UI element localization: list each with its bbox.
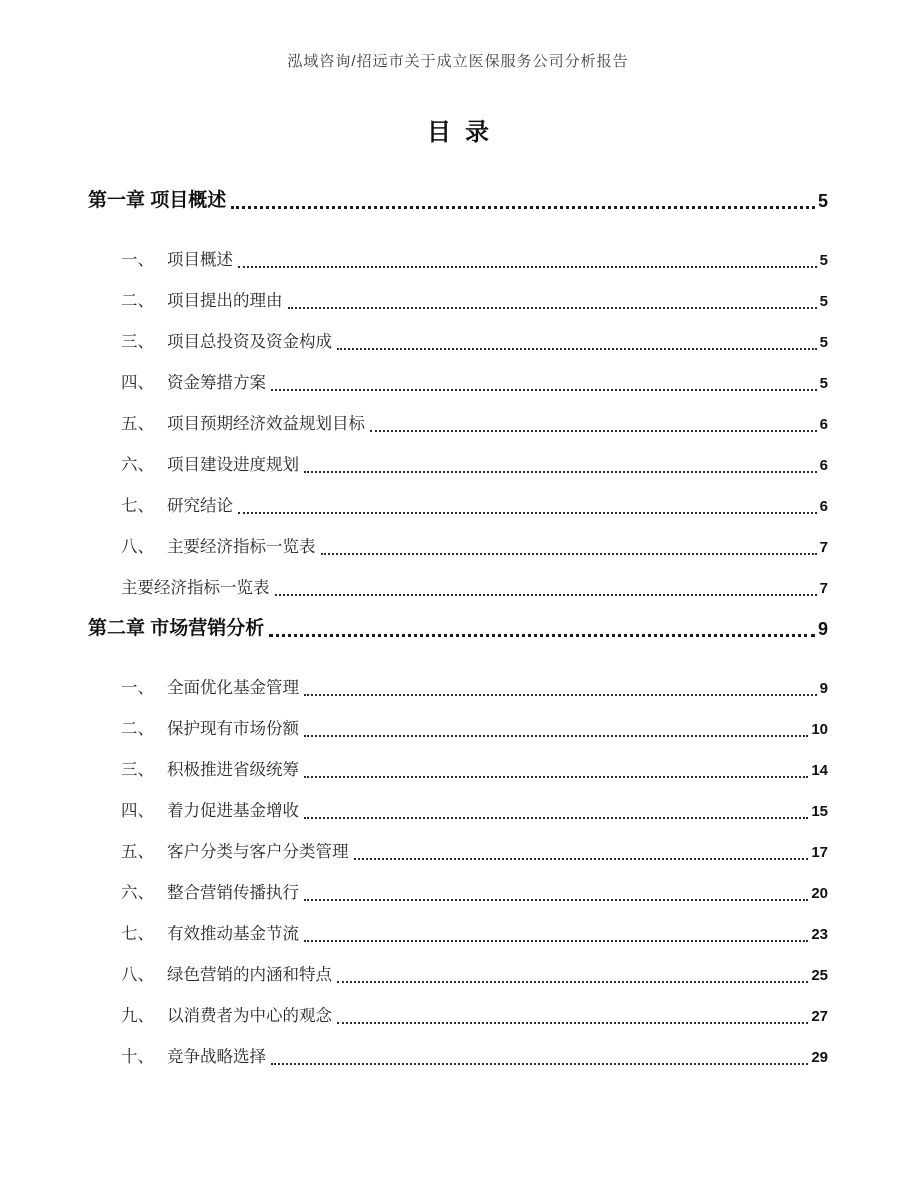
toc-entry-row[interactable] <box>121 1046 828 1069</box>
entry-number: 五、 <box>121 415 154 433</box>
entry-title: 主要经济指标一览表 <box>121 579 270 597</box>
toc-entry-row[interactable] <box>121 759 828 782</box>
entry-page-number: 23 <box>811 926 828 943</box>
toc-entry-row[interactable] <box>121 536 828 559</box>
dot-leader <box>337 981 808 983</box>
chapter-title: 第一章 项目概述 <box>88 190 227 211</box>
dot-leader <box>304 899 808 901</box>
entry-title: 以消费者为中心的观念 <box>167 1007 332 1025</box>
entry-number: 六、 <box>121 884 154 902</box>
entry-title: 项目总投资及资金构成 <box>167 333 332 351</box>
entry-page-number: 7 <box>819 580 828 597</box>
toc-entry-row[interactable] <box>121 577 828 600</box>
entry-number: 三、 <box>121 333 154 351</box>
toc-entry-row[interactable] <box>121 249 828 272</box>
dot-leader <box>337 1022 808 1024</box>
dot-leader <box>238 512 817 514</box>
chapter-heading-row[interactable] <box>88 616 828 641</box>
entry-page-number: 25 <box>811 967 828 984</box>
toc-chapter <box>88 616 828 1069</box>
entry-number: 七、 <box>121 925 154 943</box>
entry-page-number: 6 <box>819 457 828 474</box>
entry-title: 有效推动基金节流 <box>167 925 299 943</box>
entry-number: 一、 <box>121 251 154 269</box>
entry-number: 四、 <box>121 374 154 392</box>
entry-title: 积极推进省级统筹 <box>167 761 299 779</box>
entry-page-number: 5 <box>819 252 828 269</box>
dot-leader <box>354 858 809 860</box>
chapter-page-number: 9 <box>817 619 828 639</box>
dot-leader <box>304 471 817 473</box>
entry-number: 八、 <box>121 538 154 556</box>
entry-page-number: 27 <box>811 1008 828 1025</box>
entry-title: 项目概述 <box>167 251 233 269</box>
toc-entry-row[interactable] <box>121 290 828 313</box>
entry-title: 资金筹措方案 <box>167 374 266 392</box>
dot-leader <box>231 206 815 209</box>
toc-entry-row[interactable] <box>121 841 828 864</box>
dot-leader <box>238 266 817 268</box>
entry-page-number: 9 <box>819 680 828 697</box>
dot-leader <box>288 307 817 309</box>
toc-chapter <box>88 188 828 600</box>
entry-number: 九、 <box>121 1007 154 1025</box>
dot-leader <box>269 634 815 637</box>
dot-leader <box>304 735 808 737</box>
toc-entry-row[interactable] <box>121 718 828 741</box>
chapter-heading-row[interactable] <box>88 188 828 213</box>
toc-entry-row[interactable] <box>121 331 828 354</box>
dot-leader <box>321 553 817 555</box>
entry-number: 五、 <box>121 843 154 861</box>
toc-entry-row[interactable] <box>121 413 828 436</box>
toc-entry-row[interactable] <box>121 677 828 700</box>
entry-title: 全面优化基金管理 <box>167 679 299 697</box>
entry-number: 六、 <box>121 456 154 474</box>
entry-title: 项目预期经济效益规划目标 <box>167 415 365 433</box>
toc-entry-row[interactable] <box>121 882 828 905</box>
entry-title: 客户分类与客户分类管理 <box>167 843 349 861</box>
dot-leader <box>304 694 817 696</box>
entry-title: 保护现有市场份额 <box>167 720 299 738</box>
dot-leader <box>271 1063 808 1065</box>
entry-title: 项目建设进度规划 <box>167 456 299 474</box>
dot-leader <box>304 776 808 778</box>
entry-title: 整合营销传播执行 <box>167 884 299 902</box>
entry-number: 三、 <box>121 761 154 779</box>
dot-leader <box>370 430 817 432</box>
toc-entry-row[interactable] <box>121 800 828 823</box>
entry-page-number: 10 <box>811 721 828 738</box>
entry-page-number: 5 <box>819 293 828 310</box>
toc-entry-row[interactable] <box>121 372 828 395</box>
entry-number: 八、 <box>121 966 154 984</box>
entry-number: 一、 <box>121 679 154 697</box>
entry-title: 研究结论 <box>167 497 233 515</box>
entry-page-number: 7 <box>819 539 828 556</box>
dot-leader <box>337 348 817 350</box>
toc-entry-row[interactable] <box>121 1005 828 1028</box>
chapter-title: 第二章 市场营销分析 <box>88 618 265 639</box>
entry-number: 二、 <box>121 720 154 738</box>
entry-page-number: 6 <box>819 416 828 433</box>
entry-number: 二、 <box>121 292 154 310</box>
dot-leader <box>275 594 817 596</box>
toc-entry-row[interactable] <box>121 495 828 518</box>
dot-leader <box>271 389 817 391</box>
dot-leader <box>304 940 808 942</box>
entry-page-number: 17 <box>811 844 828 861</box>
entry-number: 七、 <box>121 497 154 515</box>
entry-page-number: 15 <box>811 803 828 820</box>
entry-page-number: 5 <box>819 375 828 392</box>
toc-sections <box>88 188 828 1069</box>
toc-title: 目录 <box>427 119 503 146</box>
document-header: 泓域咨询/招远市关于成立医保服务公司分析报告 <box>287 53 629 70</box>
entry-page-number: 14 <box>811 762 828 779</box>
entry-title: 绿色营销的内涵和特点 <box>167 966 332 984</box>
entry-title: 竞争战略选择 <box>167 1048 266 1066</box>
entry-page-number: 20 <box>811 885 828 902</box>
toc-entry-row[interactable] <box>121 923 828 946</box>
entry-title: 着力促进基金增收 <box>167 802 299 820</box>
entry-number: 四、 <box>121 802 154 820</box>
entry-title: 主要经济指标一览表 <box>167 538 316 556</box>
toc-entry-row[interactable] <box>121 964 828 987</box>
entry-title: 项目提出的理由 <box>167 292 283 310</box>
toc-entry-row[interactable] <box>121 454 828 477</box>
entry-page-number: 29 <box>811 1049 828 1066</box>
entry-number: 十、 <box>121 1048 154 1066</box>
entry-page-number: 5 <box>819 334 828 351</box>
chapter-page-number: 5 <box>817 191 828 211</box>
entry-page-number: 6 <box>819 498 828 515</box>
dot-leader <box>304 817 808 819</box>
